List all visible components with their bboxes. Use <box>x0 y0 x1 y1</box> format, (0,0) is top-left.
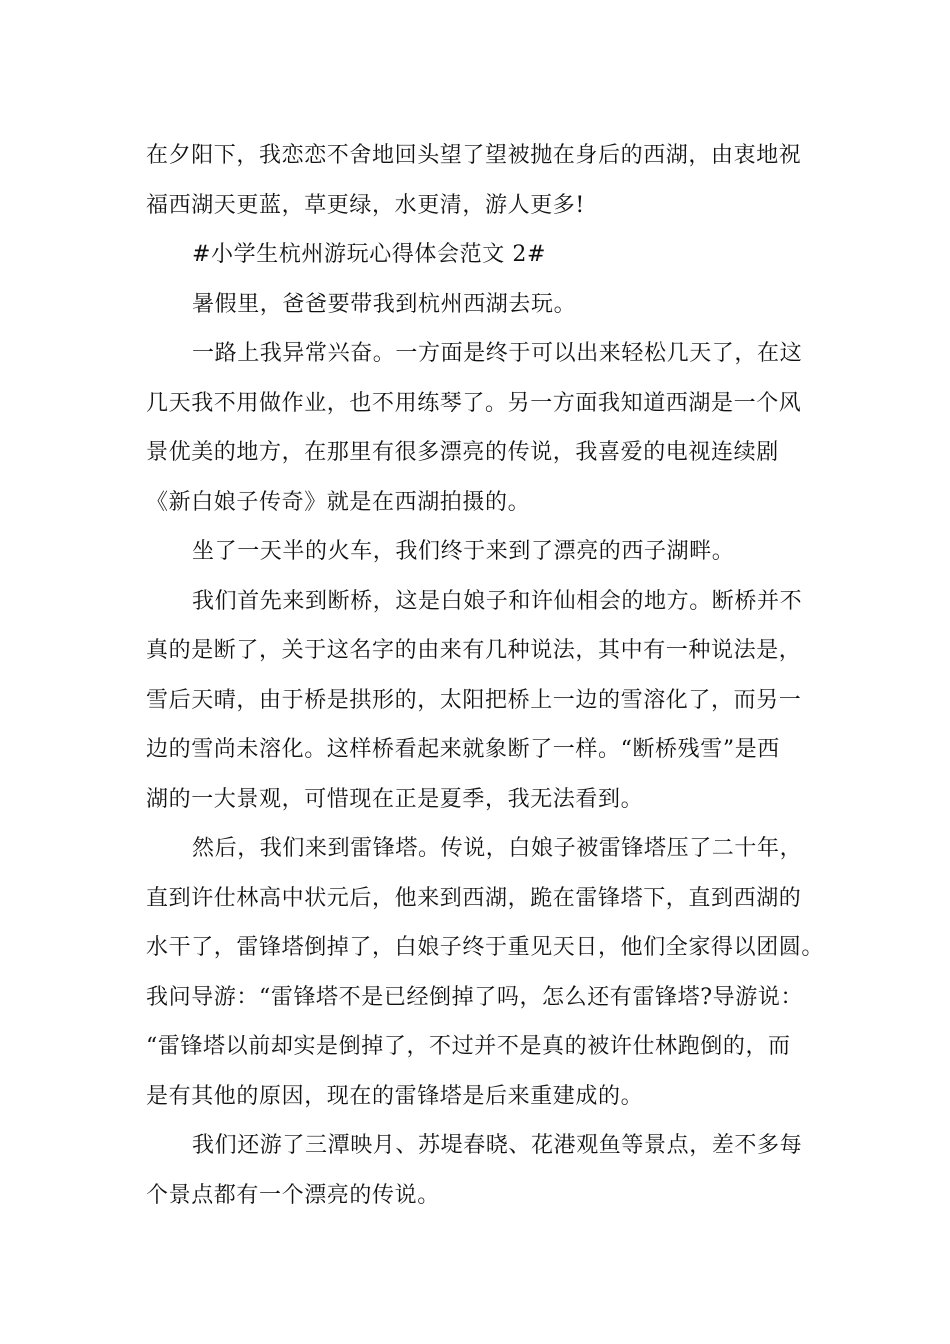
text-line: 边的雪尚未溶化。这样桥看起来就象断了一样。“断桥残雪”是西 <box>146 737 780 762</box>
text-line: 湖的一大景观，可惜现在正是夏季，我无法看到。 <box>146 786 644 812</box>
text-line: 我们还游了三潭映月、苏堤春晓、花港观鱼等景点，差不多每 <box>192 1133 803 1158</box>
text-line: 我问导游：“雷锋塔不是已经倒掉了吗，怎么还有雷锋塔?导游说： <box>146 984 804 1010</box>
text-line: 坐了一天半的火车，我们终于来到了漂亮的西子湖畔。 <box>192 539 735 564</box>
section-heading: #小学生杭州游玩心得体会范文 2# <box>192 242 547 267</box>
text-line: 福西湖天更蓝，草更绿，水更清，游人更多! <box>146 192 585 218</box>
text-line: “雷锋塔以前却实是倒掉了，不过并不是真的被许仕林跑倒的，而 <box>146 1034 791 1059</box>
text-line: 几天我不用做作业，也不用练琴了。另一方面我知道西湖是一个风 <box>146 390 802 416</box>
text-line: 我们首先来到断桥，这是白娘子和许仙相会的地方。断桥并不 <box>192 588 803 614</box>
text-line: 真的是断了，关于这名字的由来有几种说法，其中有一种说法是， <box>146 638 802 663</box>
text-line: 然后，我们来到雷锋塔。传说，白娘子被雷锋塔压了二十年， <box>192 836 803 861</box>
text-line: 雪后天晴，由于桥是拱形的，太阳把桥上一边的雪溶化了，而另一 <box>146 687 802 713</box>
text-line: 景优美的地方，在那里有很多漂亮的传说，我喜爱的电视连续剧 <box>146 440 779 465</box>
text-line: 是有其他的原因，现在的雷锋塔是后来重建成的。 <box>146 1083 644 1109</box>
text-line: 直到许仕林高中状元后，他来到西湖，跪在雷锋塔下，直到西湖的 <box>146 885 802 911</box>
text-line: 一路上我异常兴奋。一方面是终于可以出来轻松几天了，在这 <box>192 341 803 366</box>
text-line: 水干了，雷锋塔倒掉了，白娘子终于重见天日，他们全家得以团圆。 <box>146 935 825 960</box>
text-line: 在夕阳下，我恋恋不舍地回头望了望被抛在身后的西湖，由衷地祝 <box>146 143 802 168</box>
text-line: 《新白娘子传奇》就是在西湖拍摄的。 <box>146 489 531 515</box>
document-body <box>146 131 826 1220</box>
text-line: 暑假里，爸爸要带我到杭州西湖去玩。 <box>192 291 577 317</box>
text-line: 个景点都有一个漂亮的传说。 <box>146 1182 440 1208</box>
